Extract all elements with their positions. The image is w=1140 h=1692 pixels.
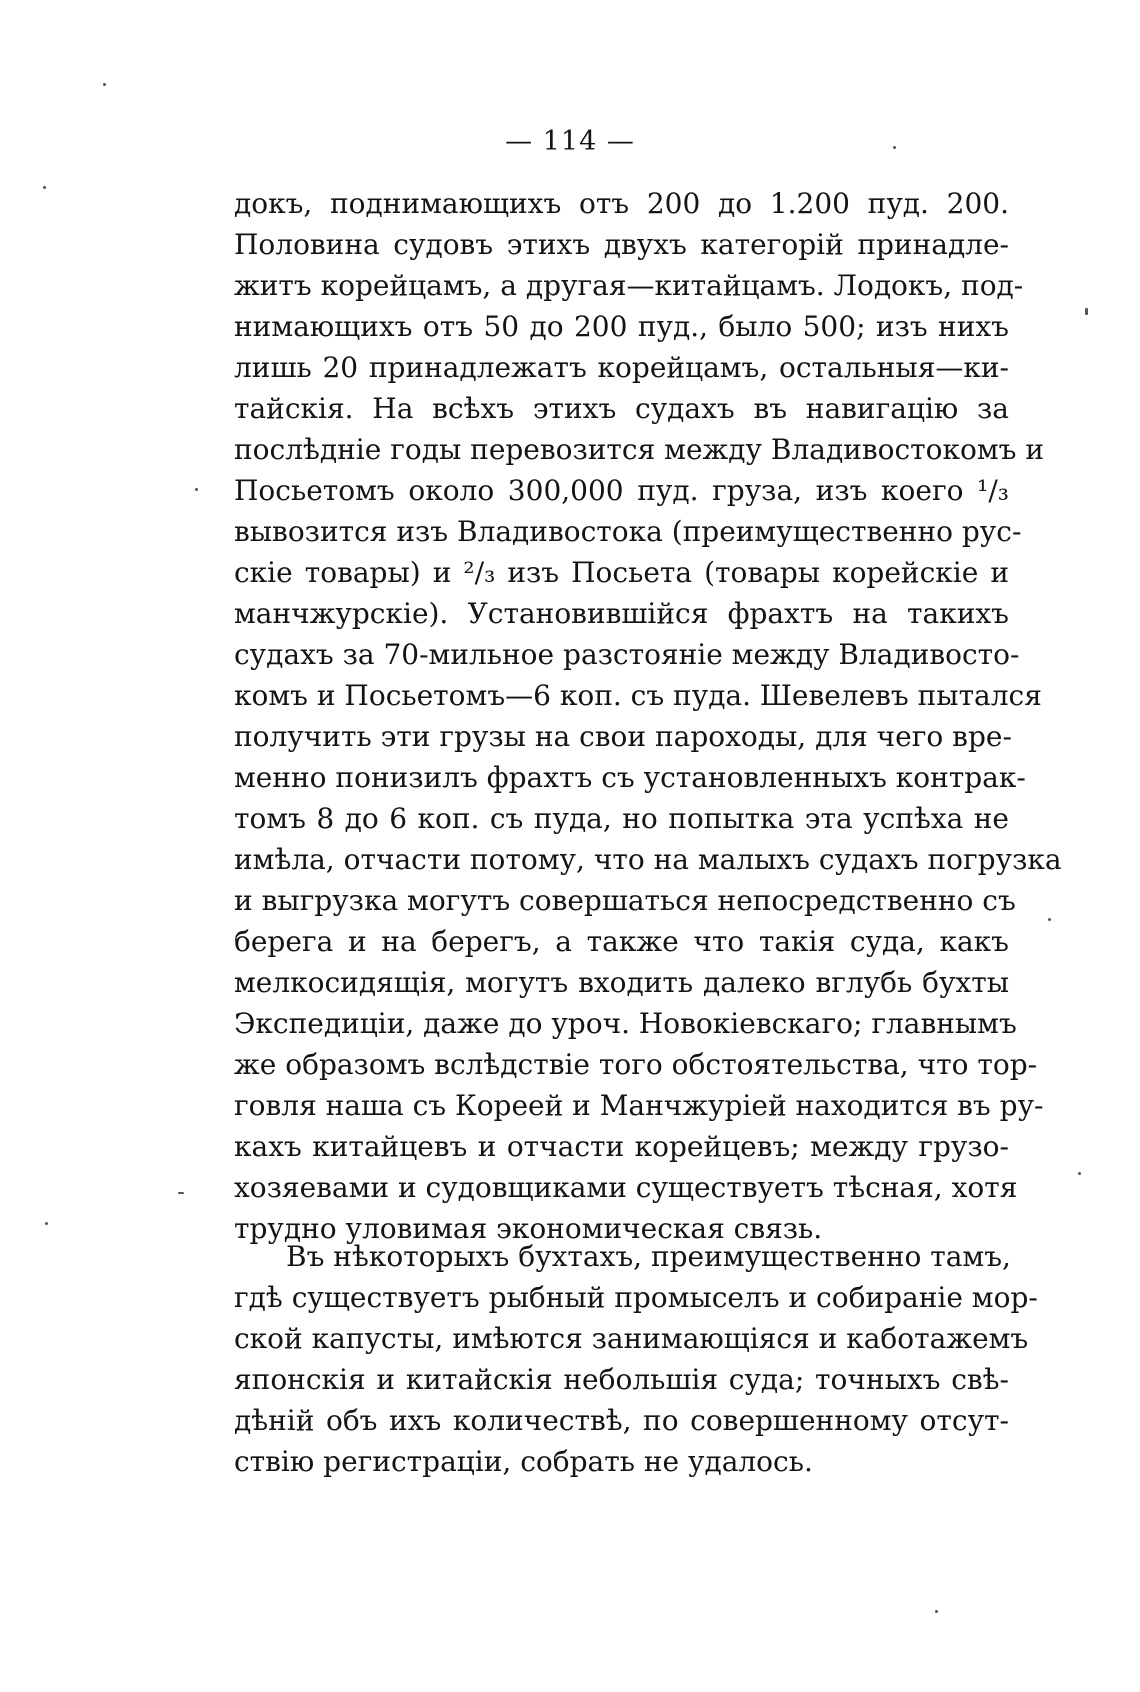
text-line: и выгрузка могутъ совершаться непосредственно съ <box>234 884 1016 917</box>
text-line: скіе товары) и ²/₃ изъ Посьета (товары корейскіе и <box>234 556 1009 589</box>
text-line: Въ нѣкоторыхъ бухтахъ, преимущественно тамъ, <box>286 1240 1011 1273</box>
scan-speck <box>45 1222 48 1225</box>
text-line: Экспедиціи, даже до уроч. Новокіевскаго; главнымъ <box>234 1007 1017 1040</box>
scan-speck <box>1048 918 1051 921</box>
page-number: — 114 — <box>505 126 635 157</box>
scan-speck <box>1085 308 1088 315</box>
text-line: тайскія. На всѣхъ этихъ судахъ въ навигацію за <box>234 392 1009 425</box>
text-line: трудно уловимая экономическая связь. <box>234 1212 823 1245</box>
text-line: Половина судовъ этихъ двухъ категорій принадле- <box>234 228 1009 261</box>
text-line: ствію регистраціи, собрать не удалось. <box>234 1445 813 1478</box>
text-line: томъ 8 до 6 коп. съ пуда, но попытка эта успѣха не <box>234 802 1009 835</box>
scan-speck <box>1078 1172 1081 1175</box>
text-line: послѣдніе годы перевозится между Владивостокомъ и <box>234 433 1045 466</box>
scan-speck <box>103 83 106 86</box>
text-line: дѣній объ ихъ количествѣ, по совершенному отсут- <box>234 1404 1009 1437</box>
text-line: комъ и Посьетомъ—6 коп. съ пуда. Шевелевъ пытался <box>234 679 1042 712</box>
scan-speck <box>195 488 198 491</box>
text-line: житъ корейцамъ, а другая—китайцамъ. Лодокъ, под- <box>234 269 1024 302</box>
text-line: кахъ китайцевъ и отчасти корейцевъ; между грузо- <box>234 1130 1009 1163</box>
text-line: гдѣ существуетъ рыбный промыселъ и собираніе мор- <box>234 1281 1038 1314</box>
text-line: мелкосидящія, могутъ входить далеко вглубь бухты <box>234 966 1009 999</box>
text-line: Посьетомъ около 300,000 пуд. груза, изъ коего ¹/₃ <box>234 474 1009 507</box>
text-line: берега и на берегъ, а также что такія суда, какъ <box>234 925 1009 958</box>
text-line: ской капусты, имѣются занимающіяся и каботажемъ <box>234 1322 1029 1355</box>
scan-speck <box>43 186 46 189</box>
text-line: имѣла, отчасти потому, что на малыхъ судахъ погрузка <box>234 843 1062 876</box>
scan-speck <box>935 1610 938 1613</box>
text-line: же образомъ вслѣдствіе того обстоятельства, что тор- <box>234 1048 1038 1081</box>
text-line: менно понизилъ фрахтъ съ установленныхъ контрак- <box>234 761 1026 794</box>
text-line: хозяевами и судовщиками существуетъ тѣсная, хотя <box>234 1171 1018 1204</box>
text-line: манчжурскіе). Установившійся фрахтъ на такихъ <box>234 597 1009 630</box>
text-line: вывозится изъ Владивостока (преимущественно рус- <box>234 515 1022 548</box>
paragraph-1 <box>234 183 1062 1249</box>
text-line: лишь 20 принадлежатъ корейцамъ, остальныя—ки- <box>234 351 1009 384</box>
text-line: получить эти грузы на свои пароходы, для чего вре- <box>234 720 1012 753</box>
text-line: докъ, поднимающихъ отъ 200 до 1.200 пуд. 200. <box>234 187 1009 220</box>
text-line: нимающихъ отъ 50 до 200 пуд., было 500; изъ нихъ <box>234 310 1009 343</box>
paragraph-2 <box>234 1236 1038 1482</box>
text-line: судахъ за 70-мильное разстояніе между Владивосто- <box>234 638 1020 671</box>
scan-speck <box>178 1192 184 1194</box>
text-line: японскія и китайскія небольшія суда; точныхъ свѣ- <box>234 1363 1009 1396</box>
text-line: говля наша съ Кореей и Манчжуріей находится въ ру- <box>234 1089 1044 1122</box>
scan-speck <box>893 146 896 149</box>
